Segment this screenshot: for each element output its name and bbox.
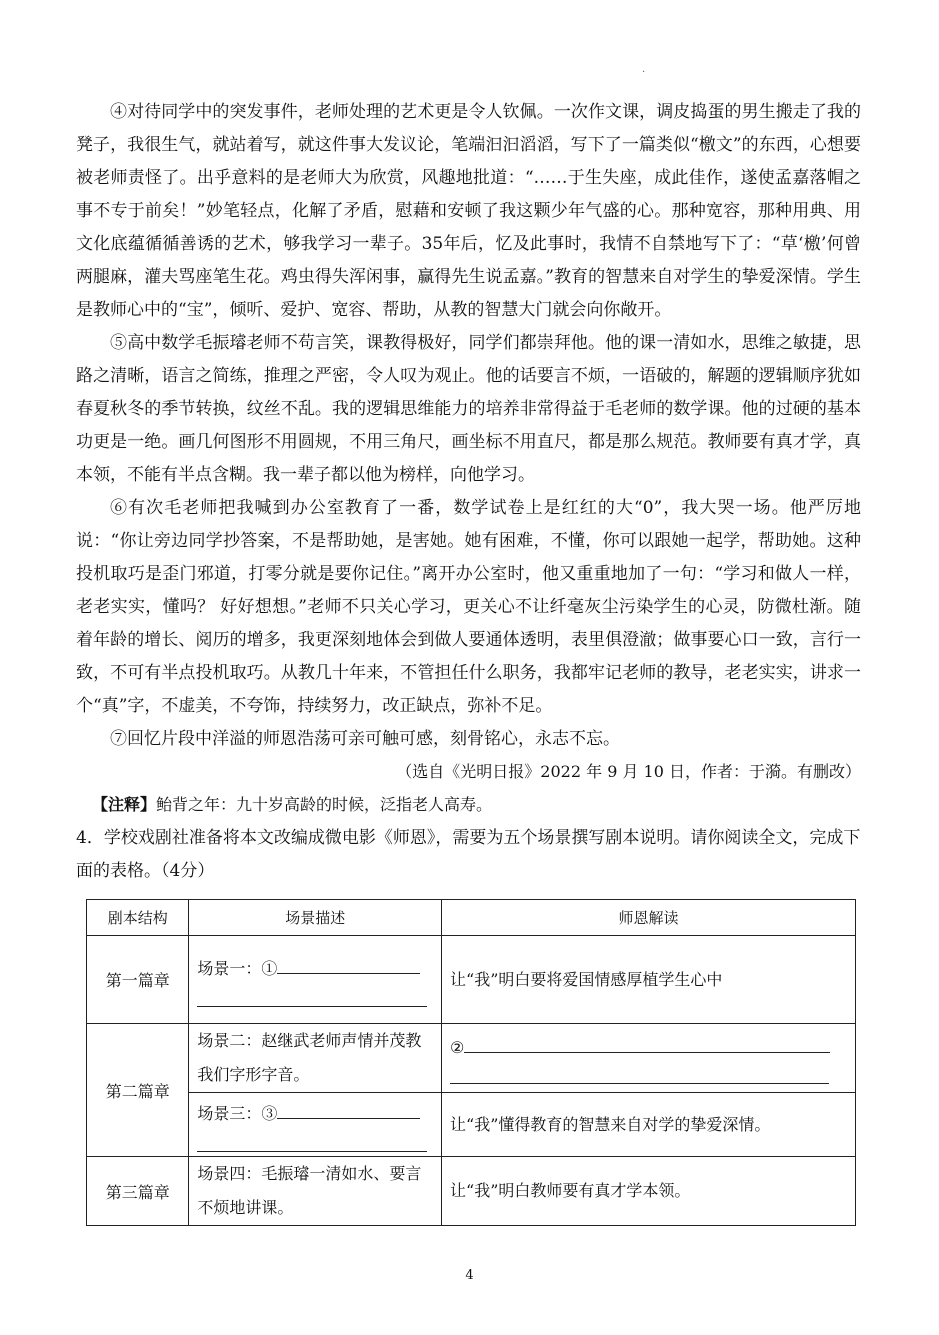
- scene4-cell: 场景四：毛振璿一清如水、要言不烦地讲课。: [189, 1157, 442, 1226]
- answer-blank-2[interactable]: [464, 1034, 830, 1053]
- answer-blank-1[interactable]: [277, 955, 420, 974]
- scene2-cell: 场景二：赵继武老师声情并茂教我们字形字音。: [189, 1024, 442, 1093]
- answer-blank-3-line2[interactable]: [197, 1131, 427, 1152]
- header-structure: 剧本结构: [87, 900, 189, 936]
- table-header-row: [87, 900, 856, 936]
- table-row-chapter1: [87, 936, 856, 1024]
- interp2-cell: [442, 1024, 856, 1093]
- chapter3-label: 第三篇章: [87, 1157, 189, 1226]
- chapter1-label: 第一篇章: [87, 936, 189, 1024]
- paragraph-4: ④对待同学中的突发事件，老师处理的艺术更是令人钦佩。一次作文课，调皮捣蛋的男生搬走了我的凳子，我很生气，就站着写，就这件事大发议论，笔端汩汩滔滔，写下了一篇类似“檄文”的东西，心想要被老师责怪了。出乎意料的是老师大为欣赏，风趣地批道：“……于生失座，成此佳作，遂使孟嘉落帽之事不专于前矣！”妙笔轻点，化解了矛盾，慰藉和安顿了我这颗少年气盛的心。那种宽容，那种用典、用文化底蕴循循善诱的艺术，够我学习一辈子。35年后，忆及此事时，我情不自禁地写下了：“草‘檄’何曾两腿麻，灌夫骂座笔生花。鸡虫得失浑闲事，赢得先生说孟嘉。”教育的智慧来自对学生的挚爱深情。学生是教师心中的“宝”，倾听、爱护、宽容、帮助，从教的智慧大门就会向你敞开。: [76, 102, 861, 320]
- table-row-chapter2b: [87, 1093, 856, 1157]
- source-citation: （选自《光明日报》2022 年 9 月 10 日，作者：于漪。有删改）: [396, 762, 861, 781]
- table-row-chapter2a: [87, 1024, 856, 1093]
- annotation-text: 鲐背之年：九十岁高龄的时候，泛指老人高寿。: [156, 795, 493, 814]
- scene3-label: 场景三：③: [197, 1104, 278, 1123]
- scene1-label: 场景一：①: [197, 959, 278, 978]
- question-4: 4．学校戏剧社准备将本文改编成微电影《师恩》，需要为五个场景撰写剧本说明。请你阅读全文，完成下面的表格。（4分）: [76, 828, 861, 881]
- script-table: [86, 899, 856, 1226]
- scene1-cell: [189, 936, 442, 1024]
- answer-blank-1-line2[interactable]: [197, 986, 427, 1007]
- interp4-cell: 让“我”明白教师要有真才学本领。: [442, 1157, 856, 1226]
- interp1-cell: 让“我”明白要将爱国情感厚植学生心中: [442, 936, 856, 1024]
- article-body: [76, 96, 861, 888]
- interp2-label: ②: [450, 1037, 465, 1057]
- paragraph-5: ⑤高中数学毛振璿老师不苟言笑，课教得极好，同学们都崇拜他。他的课一清如水，思维之敏捷，思路之清晰，语言之简练，推理之严密，令人叹为观止。他的话要言不烦，一语破的，解题的逻辑顺序犹如春夏秋冬的季节转换，纹丝不乱。我的逻辑思维能力的培养非常得益于毛老师的数学课。他的过硬的基本功更是一绝。画几何图形不用圆规，不用三角尺，画坐标不用直尺，都是那么规范。教师要有真才学，真本领，不能有半点含糊。我一辈子都以他为榜样，向他学习。: [76, 333, 861, 485]
- answer-blank-3[interactable]: [277, 1100, 420, 1119]
- interp3-cell: 让“我”懂得教育的智慧来自对学的挚爱深情。: [442, 1093, 856, 1157]
- annotation: [76, 788, 861, 822]
- answer-blank-2-line2[interactable]: [450, 1063, 829, 1084]
- annotation-label: 【注释】: [92, 795, 157, 814]
- header-scene: 场景描述: [189, 900, 442, 936]
- scene3-cell: [189, 1093, 442, 1157]
- page-number: 4: [465, 1268, 474, 1283]
- header-interpretation: 师恩解读: [442, 900, 856, 936]
- chapter2-label: 第二篇章: [87, 1024, 189, 1157]
- table-row-chapter3: [87, 1157, 856, 1226]
- paragraph-6: ⑥有次毛老师把我喊到办公室教育了一番，数学试卷上是红红的大“0”，我大哭一场。他严厉地说：“你让旁边同学抄答案，不是帮助她，是害她。她有困难，不懂，你可以跟她一起学，帮助她。这种投机取巧是歪门邪道，打零分就是要你记住。”离开办公室时，他又重重地加了一句：“学习和做人一样，老老实实，懂吗？ 好好想想。”老师不只关心学习，更关心不让纤毫灰尘污染学生的心灵，防微杜渐。随着年龄的增长、阅历的增多，我更深刻地体会到做人要通体透明，表里俱澄澈；做事要心口一致，言行一致，不可有半点投机取巧。从教几十年来，不管担任什么职务，我都牢记老师的教导，老老实实，讲求一个“真”字，不虚美，不夸饰，持续努力，改正缺点，弥补不足。: [76, 498, 861, 716]
- paragraph-7: ⑦回忆片段中洋溢的师恩浩荡可亲可触可感，刻骨铭心，永志不忘。: [110, 729, 620, 749]
- corner-mark: .: [642, 64, 646, 75]
